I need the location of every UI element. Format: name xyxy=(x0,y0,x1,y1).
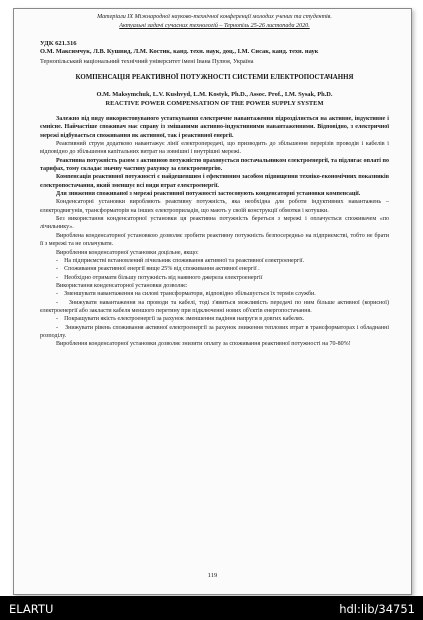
authors-en-block xyxy=(40,90,389,108)
conference-header xyxy=(40,13,389,31)
paragraph: Реактивний струм додатково навантажує лінії електропередачі, що призводить до збільшення перерізів проводів і кабелів і відповідно до збільшення капітальних витрат на зовнішні і внутрішні мережі. xyxy=(40,141,389,156)
list-item-text: Знижувати навантаження на проводи та кабелі, тоді з'явиться можливість передачі по ним більше активної (корисної) електроенергії або закласти кабеля меншого перетину при підключенні нових об'єктів енергопостачання. xyxy=(40,299,389,314)
udc-code: УДК 621.316 xyxy=(40,40,77,47)
list-item: - Зменшувати навантаження на силові трансформатори, відповідно збільшується їх термін служби. xyxy=(56,291,316,298)
list-item-text: На підприємстві встановлений лічильник споживання активної та реактивної електроенергії. xyxy=(64,257,305,264)
paragraph: Для зниження споживаної з мережі реактивної потужності застосовують конденсаторні установки компенсації. xyxy=(56,191,361,198)
list-item: - Необхідно отримати більшу потужність від наявного джерела електроенергії xyxy=(56,274,263,281)
list-item-text: Зменшувати навантаження на силові трансформатори, відповідно збільшується їх термін служби. xyxy=(64,291,316,298)
header-line-1: Матеріали IX Міжнародної науково-технічної конференції молодих учених та студентів. xyxy=(97,14,332,20)
paragraph: Компенсація реактивної потужності є найдешевшим і ефективним засобом підвищення техніко-економічних показників електропостачання, який зменшує всі види втрат електроенергії. xyxy=(40,174,389,189)
affiliation: Тернопільський національний технічний університет імені Івана Пулюя, Україна xyxy=(40,57,254,65)
document-page xyxy=(13,8,412,595)
page-number: 119 xyxy=(207,572,218,579)
list-item: - Знижувати рівень споживання активної електроенергії за рахунок зниження теплових втрат в трансформаторах і обладнанні розподілу. xyxy=(40,324,389,339)
list-item: - Споживання реактивної енергії вище 25% від споживання активної енергії . xyxy=(56,266,260,273)
list-item-text: Покращувати якість електроенергії за рахунок зменшення падіння напруги в довгих кабелях. xyxy=(64,316,305,323)
list-item-text: Знижувати рівень споживання активної електроенергії за рахунок зниження теплових втрат в трансформаторах і обладнанні розподілу. xyxy=(40,324,389,339)
article-body xyxy=(40,115,389,349)
list-item: - На підприємстві встановлений лічильник споживання активної та реактивної електроенергії. xyxy=(56,257,305,264)
list-item-text: Споживання реактивної енергії вище 25% від споживання активної енергії . xyxy=(64,266,260,273)
paragraph: Реактивна потужність разом з активною потужністю враховується постачальником електроенергії, та підлягає оплаті по тарифах, тому складає значну частину рахунку за електроенергію. xyxy=(40,157,389,173)
paragraph: Використання конденсаторної установки дозволяє: xyxy=(56,282,188,289)
authors-en: O.M. Maksymchuk, L.V. Kushvyd, L.M. Kostyk, Ph.D., Assoc. Prof., I.M. Sysak, Ph.D. xyxy=(96,91,333,98)
paragraph: Вироблення конденсаторної установки дозволяє знизити оплату за споживання реактивної потужності на 70-80%! xyxy=(56,341,351,348)
page-content xyxy=(40,13,389,349)
paragraph: Залежно від виду використовуваного устаткування електричне навантаження підрозділяється на активне, індуктивне і ємнісне. Найчастіше споживач має справу із змішаними активно-індуктивними навантаженнями. Відповідно, з електричної мережі відбувається споживання як активної, так і реактивної енергії. xyxy=(40,116,389,139)
list-item: - Знижувати навантаження на проводи та кабелі, тоді з'явиться можливість передачі по ним більше активної (корисної) електроенергії або закласти кабеля меншого перетину при підключенні нових об'єктів енергопостачання. xyxy=(40,299,389,314)
paragraph: Конденсаторні установки виробляють реактивну потужність, яка необхідна для роботи індуктивних навантажень – електродвигунів, трансформаторів на інших електроприладів, що мають у своїй конструкції обмотки і котушки. xyxy=(40,199,389,214)
paragraph: Вироблення конденсаторної установки доцільне, якщо: xyxy=(56,249,199,256)
repository-name: ELARTU xyxy=(9,602,54,616)
paragraph: Без використання конденсаторної установки ця реактивна потужність береться з мережі і оплачується споживачем «по лічильнику». xyxy=(40,216,389,231)
list-item: - Покращувати якість електроенергії за рахунок зменшення падіння напруги в довгих кабелях. xyxy=(56,316,305,323)
repository-footer-bar xyxy=(0,596,423,620)
list-item-text: Необхідно отримати більшу потужність від наявного джерела електроенергії xyxy=(64,274,263,281)
paragraph: Вироблена конденсаторної установкою дозволяє зробити реактивну потужність безпосередньо на підприємстві, тобто не брати її з мережі та не оплачувати. xyxy=(40,232,389,248)
title-ua: КОМПЕНСАЦІЯ РЕАКТИВНОЇ ПОТУЖНОСТІ СИСТЕМИ ЕЛЕКТРОПОСТАЧАННЯ xyxy=(75,73,354,81)
authors-ua: О.М. Максимчук, Л.В. Кушвид, Л.М. Костик, канд. техн. наук, доц., І.М. Сисак, канд. техн. наук xyxy=(40,48,319,55)
title-en: REACTIVE POWER COMPENSATION OF THE POWER SUPPLY SYSTEM xyxy=(105,100,324,107)
header-line-2: Актуальні задачі сучасних технологій – Тернопіль 25-26 листопада 2020. xyxy=(119,23,310,29)
handle-link[interactable]: hdl:lib/34751 xyxy=(339,602,415,616)
